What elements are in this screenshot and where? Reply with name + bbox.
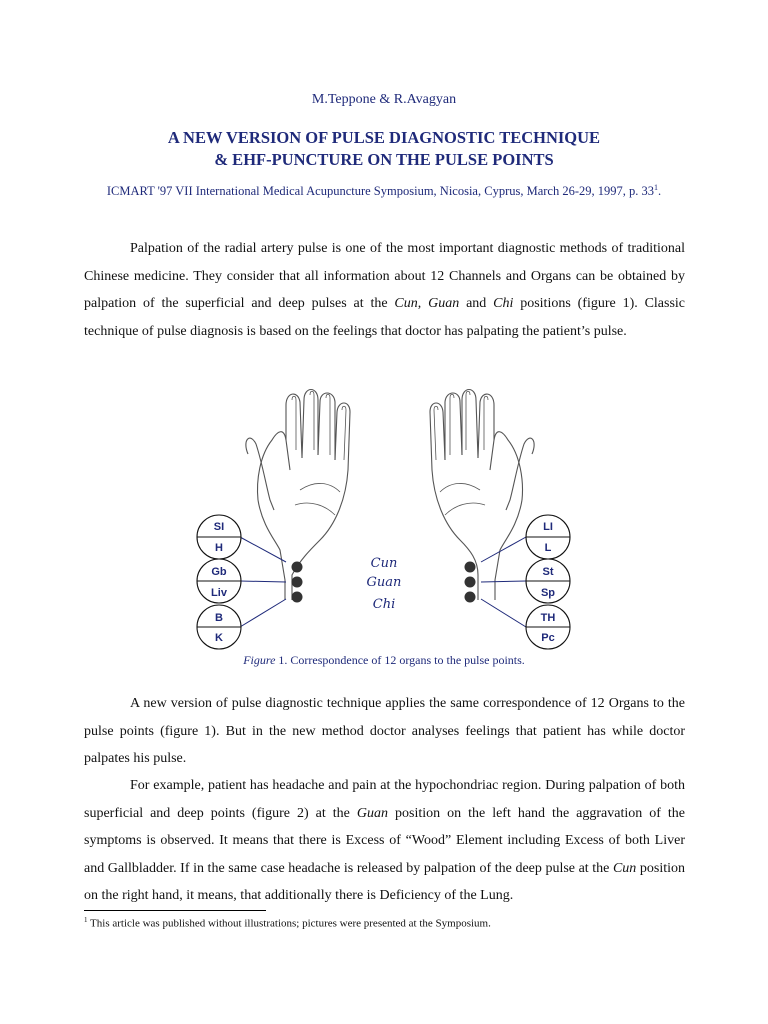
right-label-circles [526,515,570,649]
footnote-text: This article was published without illustrations; pictures were presented at the Symposium. [87,917,491,930]
paper-title [0,127,768,171]
authors: M.Teppone & R.Avagyan [311,92,457,107]
citation-footnote-marker: 1 [654,183,659,192]
organ-label-k: K [215,632,223,644]
right-line-1 [481,537,526,562]
right-pulse-point-guan [465,577,476,588]
left-pulse-point-guan [292,577,303,588]
figure-caption [0,653,768,668]
left-connector-lines [240,537,286,627]
organ-label-gb: Gb [211,566,227,578]
citation-text: ICMART '97 VII International Medical Acupuncture Symposium, Nicosia, Cyprus, March 26-29, 1997, p. 33 [106,184,655,199]
position-label-cun: Cun [370,556,398,571]
p1-text-b: , [417,296,429,311]
right-pulse-point-chi [465,592,476,603]
pulse-points-figure [190,382,590,672]
p1-text-d: positions (figure 1). Classic technique of pulse diagnosis is based on the feelings that doctor has palpating the patient’s pulse. [84,296,686,339]
paragraph-3 [84,772,685,910]
organ-label-liv: Liv [211,587,227,599]
p1-text-a: Palpation of the radial artery pulse is one of the most important diagnostic methods of traditional Chinese medicine. They consider that all information about 12 Channels and Organs can be obtained by palpation of the superficial and deep pulses at the [84,241,685,311]
p3-term-guan: Guan [356,805,388,821]
p1-text-c: and [459,296,494,311]
organ-label-si: SI [213,521,225,533]
organ-label-th: TH [540,612,556,624]
p3-text-a: For example, patient has headache and pain at the hypochondriac region. During palpation of both superficial and deep points (figure 2) at the [84,778,685,821]
p3-term-cun: Cun [612,860,637,876]
organ-label-l: L [544,542,552,554]
left-pulse-point-cun [292,562,303,573]
footnote-marker: 1 [84,916,88,924]
footnote-divider [84,910,266,911]
paragraph-1 [84,235,685,345]
p1-term-guan: Guan [428,296,460,311]
caption-figure-word: Figure [243,653,276,667]
right-hand-drawing [430,390,534,601]
footnote [84,916,491,930]
position-label-chi: Chi [372,597,396,612]
pulse-position-labels [367,556,402,612]
left-pulse-point-chi [292,592,303,603]
paragraph-2: A new version of pulse diagnostic technique applies the same correspondence of 12 Organs to the pulse points (figure 1). But in the new method doctor analyses feelings that patient has while doctor palpates his pulse. [84,696,685,766]
left-line-3 [240,599,286,627]
right-line-2 [481,581,526,582]
citation-end: . [658,184,662,199]
position-label-guan: Guan [366,575,402,590]
left-line-1 [240,537,286,562]
citation [0,183,768,199]
organ-label-st: St [542,566,554,578]
organ-label-pc: Pc [541,632,555,644]
organ-label-b: B [215,612,223,624]
caption-text: 1. Correspondence of 12 organs to the pulse points. [275,653,525,667]
organ-label-li: LI [543,521,553,533]
title-line-2: & EHF-PUNCTURE ON THE PULSE POINTS [214,150,554,169]
p1-term-cun: Cun [394,296,418,311]
right-line-3 [481,599,526,627]
left-label-circles [197,515,241,649]
right-connector-lines [481,537,526,627]
organ-label-sp: Sp [540,587,556,599]
right-pulse-point-cun [465,562,476,573]
p1-term-chi: Chi [493,296,514,311]
p3-text-c: position on the right hand, it means, that additionally there is Deficiency of the Lung. [84,860,685,903]
p3-text-b: position on the left hand the aggravation of the symptoms is observed. It means that there is Excess of “Wood” Element including Excess of both Liver and Gallbladder. If in the same case headache is released by palpation of the deep pulse at the [84,805,685,876]
organ-label-h: H [215,542,223,554]
title-line-1: A NEW VERSION OF PULSE DIAGNOSTIC TECHNIQUE [167,128,601,147]
left-line-2 [240,581,286,582]
